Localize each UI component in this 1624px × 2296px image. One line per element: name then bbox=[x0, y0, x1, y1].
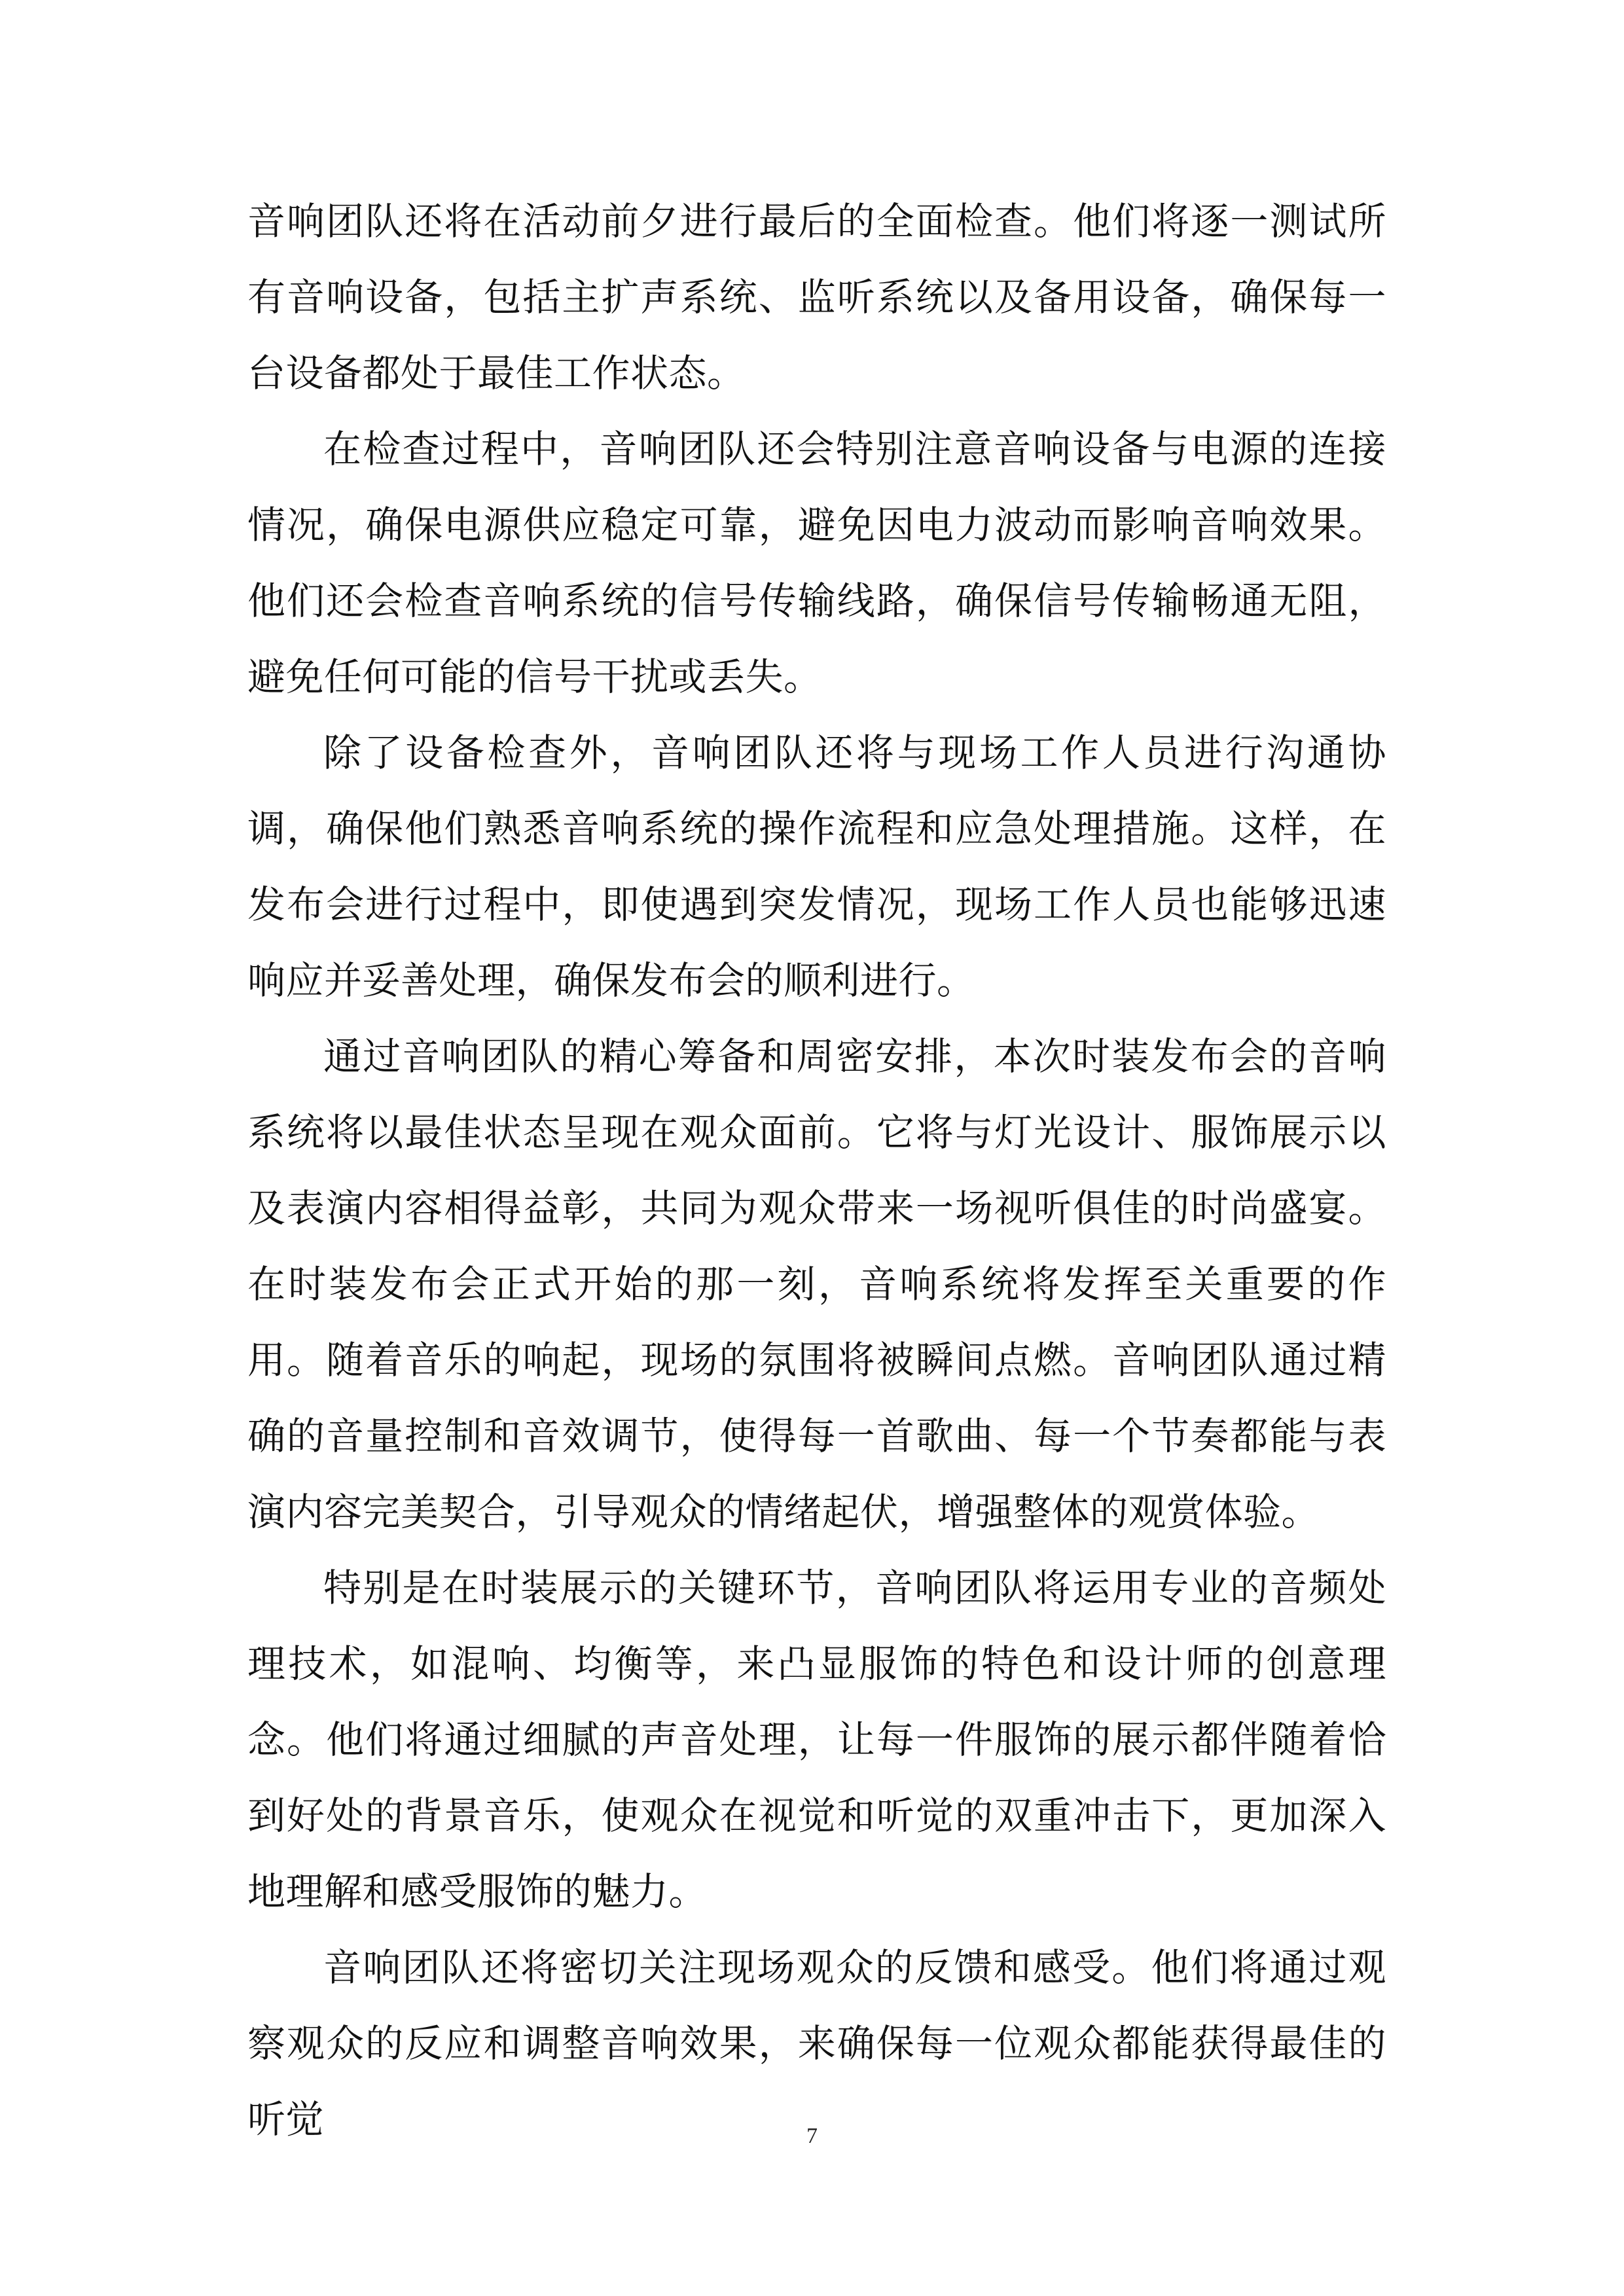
page-number: 7 bbox=[806, 2124, 818, 2148]
paragraph-6: 音响团队还将密切关注现场观众的反馈和感受。他们将通过观察观众的反应和调整音响效果，来确保每一位观众都能获得最佳的听觉 bbox=[247, 1945, 1386, 2142]
paragraph-2: 在检查过程中，音响团队还会特别注意音响设备与电源的连接情况，确保电源供应稳定可靠，避免因电力波动而影响音响效果。他们还会检查音响系统的信号传输线路，确保信号传输畅通无阻，避免任何可能的信号干扰或丢失。 bbox=[247, 427, 1386, 699]
paragraph-3: 除了设备检查外，音响团队还将与现场工作人员进行沟通协调，确保他们熟悉音响系统的操作流程和应急处理措施。这样，在发布会进行过程中，即使遇到突发情况，现场工作人员也能够迅速响应并妥善处理，确保发布会的顺利进行。 bbox=[247, 730, 1386, 1003]
paragraph-4: 通过音响团队的精心筹备和周密安排，本次时装发布会的音响系统将以最佳状态呈现在观众面前。它将与灯光设计、服饰展示以及表演内容相得益彰，共同为观众带来一场视听俱佳的时尚盛宴。在时装发布会正式开始的那一刻，音响系统将发挥至关重要的作用。随着音乐的响起，现场的氛围将被瞬间点燃。音响团队通过精确的音量控制和音效调节，使得每一首歌曲、每一个节奏都能与表演内容完美契合，引导观众的情绪起伏，增强整体的观赏体验。 bbox=[247, 1034, 1386, 1534]
paragraph-5: 特别是在时装展示的关键环节，音响团队将运用专业的音频处理技术，如混响、均衡等，来凸显服饰的特色和设计师的创意理念。他们将通过细腻的声音处理，让每一件服饰的展示都伴随着恰到好处的背景音乐，使观众在视觉和听觉的双重冲击下，更加深入地理解和感受服饰的魅力。 bbox=[247, 1566, 1386, 1914]
paragraph-1: 音响团队还将在活动前夕进行最后的全面检查。他们将逐一测试所有音响设备，包括主扩声系统、监听系统以及备用设备，确保每一台设备都处于最佳工作状态。 bbox=[247, 199, 1386, 395]
document-body bbox=[247, 183, 1386, 2157]
